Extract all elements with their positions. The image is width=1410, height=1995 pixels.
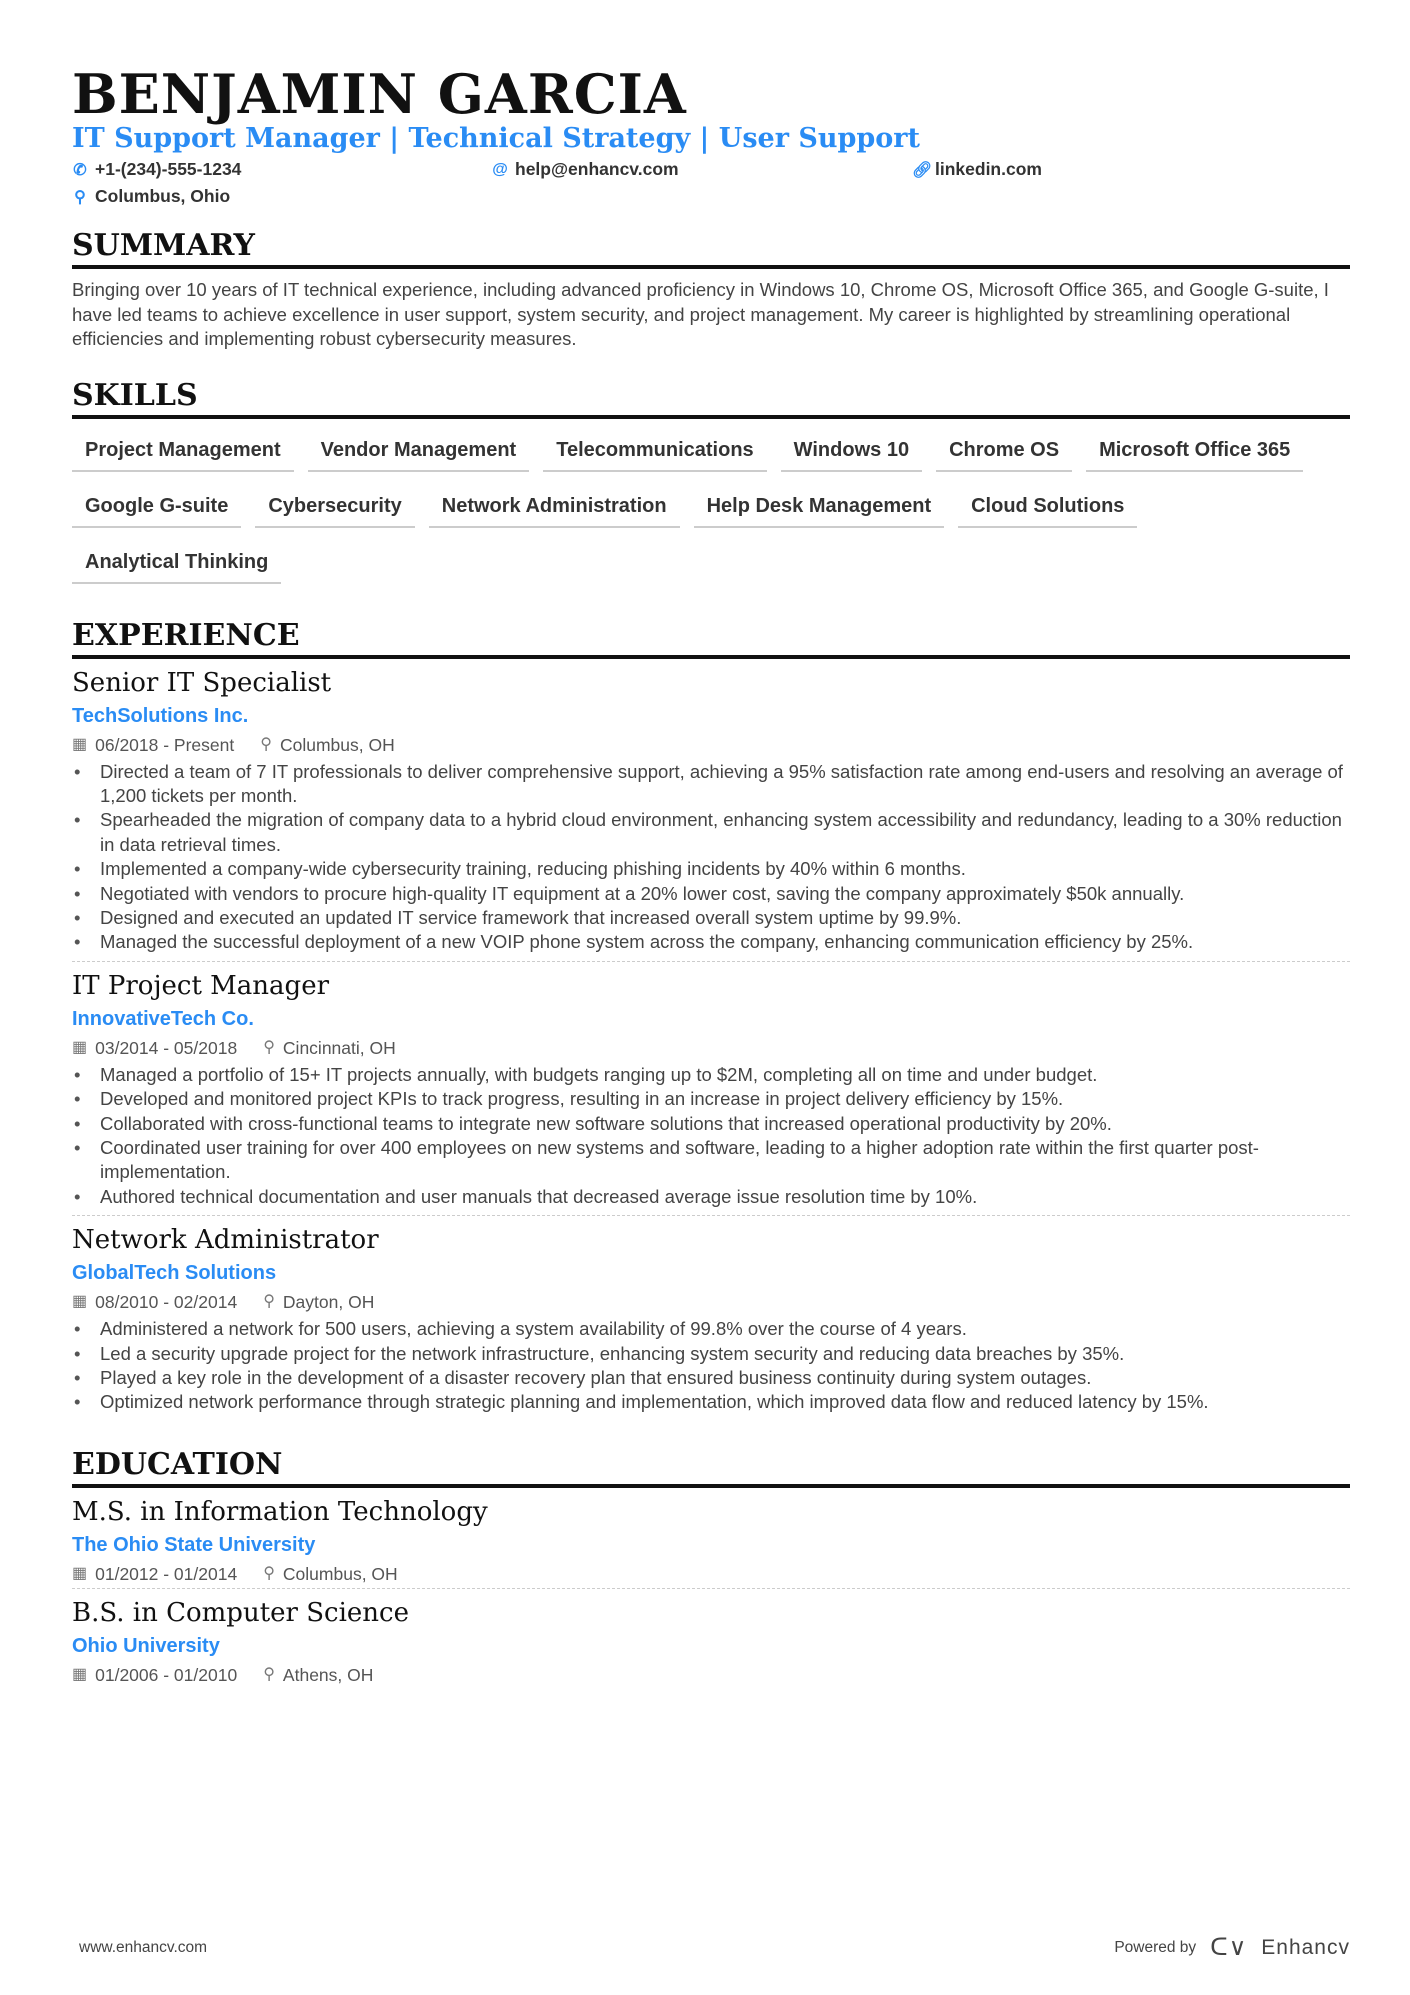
entry-title: Senior IT Specialist — [72, 667, 332, 698]
skill-tag: Analytical Thinking — [72, 543, 281, 584]
bullet-item: • Designed and executed an updated IT service framework that increased overall system uptime by 99.9%. — [72, 906, 1350, 930]
entry-title: Network Administrator — [72, 1225, 379, 1256]
entry-title: IT Project Manager — [72, 970, 330, 1001]
location-pin-icon: ⚲ — [74, 188, 86, 206]
entry-dates: 03/2014 - 05/2018 — [95, 1037, 238, 1058]
location-pin-icon: ⚲ — [263, 1038, 275, 1056]
entry-meta — [72, 1034, 1350, 1062]
skill-tag: Microsoft Office 365 — [1086, 431, 1303, 472]
entry-location: Columbus, OH — [279, 734, 395, 755]
bullet-item: • Coordinated user training for over 400 employees on new systems and software, leading to a higher adoption rate within the first quarter post-implementation. — [72, 1136, 1350, 1185]
entry-meta — [72, 1288, 1350, 1316]
skill-tag: Windows 10 — [781, 431, 922, 472]
resume-page — [72, 0, 1350, 1689]
summary-heading: SUMMARY — [72, 228, 1350, 269]
bullet-item: • Directed a team of 7 IT professionals to deliver comprehensive support, achieving a 95% satisfaction rate among end-users and resolving an average of 1,200 tickets per month. — [72, 760, 1350, 809]
bullet-list — [72, 1063, 1350, 1215]
skill-tag: Help Desk Management — [694, 487, 945, 528]
skills-section — [72, 378, 1350, 599]
entry-meta — [72, 1661, 1350, 1689]
bullet-item: • Managed the successful deployment of a new VOIP phone system across the company, enhancing communication efficiency by 25%. — [72, 930, 1350, 954]
link-icon: 🔗︎ — [912, 161, 933, 179]
entry-location: Columbus, OH — [282, 1563, 398, 1584]
bullet-list — [72, 1317, 1350, 1421]
linkedin-text[interactable]: linkedin.com — [935, 159, 1042, 179]
bullet-item: • Optimized network performance through strategic planning and implementation, which improved data flow and reduced latency by 15%. — [72, 1390, 1350, 1414]
experience-entry — [72, 961, 1350, 1215]
contact-info — [72, 158, 1350, 208]
bullet-list — [72, 760, 1350, 961]
bullet-item: • Collaborated with cross-functional teams to integrate new software solutions that increased operational productivity by 20%. — [72, 1112, 1350, 1136]
candidate-headline: IT Support Manager | Technical Strategy | User Support — [72, 123, 920, 154]
summary-text: Bringing over 10 years of IT technical experience, including advanced proficiency in Windows 10, Chrome OS, Microsoft Office 365, and Google G-suite, I have led teams to achieve excellence in user support, system security, and project management. My career is highlighted by streamlining operational efficiencies and implementing robust cybersecurity measures. — [72, 279, 1329, 349]
experience-entry — [72, 659, 1350, 961]
bullet-item: • Negotiated with vendors to procure high-quality IT equipment at a 20% lower cost, saving the company approximately $50k annually. — [72, 882, 1350, 906]
skill-tag: Vendor Management — [308, 431, 530, 472]
bullet-item: • Authored technical documentation and user manuals that decreased average issue resolution time by 10%. — [72, 1185, 1350, 1209]
brand-name: Enhancv — [1261, 1935, 1350, 1959]
experience-heading: EXPERIENCE — [72, 618, 1350, 659]
powered-by — [1114, 1933, 1350, 1962]
skill-tag: Cloud Solutions — [958, 487, 1137, 528]
entry-organization: The Ohio State University — [72, 1533, 316, 1556]
entry-title: B.S. in Computer Science — [72, 1597, 409, 1628]
entry-organization: TechSolutions Inc. — [72, 704, 249, 727]
powered-by-label: Powered by — [1114, 1938, 1197, 1956]
phone-icon: ✆ — [73, 161, 87, 179]
entry-meta — [72, 1560, 1350, 1588]
bullet-item: • Managed a portfolio of 15+ IT projects annually, with budgets ranging up to $2M, completing all on time and under budget. — [72, 1063, 1350, 1087]
skill-tag: Chrome OS — [936, 431, 1072, 472]
enhancv-logo-icon: ᑕ∨ — [1210, 1934, 1248, 1961]
skill-tag: Google G-suite — [72, 487, 241, 528]
education-entry — [72, 1488, 1350, 1588]
entry-location: Dayton, OH — [282, 1292, 375, 1313]
summary-section — [72, 228, 1350, 352]
experience-section — [72, 618, 1350, 1421]
calendar-icon: ▦ — [72, 1665, 88, 1683]
location-pin-icon: ⚲ — [260, 735, 272, 753]
candidate-name: BENJAMIN GARCIA — [72, 62, 687, 126]
skills-heading: SKILLS — [72, 378, 1350, 419]
entry-dates: 08/2010 - 02/2014 — [95, 1292, 238, 1313]
location-text: Columbus, Ohio — [95, 186, 231, 206]
skill-tag: Cybersecurity — [255, 487, 414, 528]
location-pin-icon: ⚲ — [263, 1293, 275, 1311]
entry-dates: 01/2006 - 01/2010 — [95, 1664, 238, 1685]
entry-organization: Ohio University — [72, 1634, 220, 1657]
skill-tag: Telecommunications — [543, 431, 766, 472]
education-list — [72, 1488, 1350, 1689]
linkedin-contact[interactable] — [912, 158, 1332, 181]
experience-entry — [72, 1215, 1350, 1421]
phone-contact — [72, 158, 492, 181]
email-text[interactable]: help@enhancv.com — [515, 159, 679, 179]
bullet-item: • Administered a network for 500 users, achieving a system availability of 99.8% over the course of 4 years. — [72, 1317, 1350, 1341]
phone-text: +1-(234)-555-1234 — [95, 159, 242, 179]
bullet-item: • Played a key role in the development of a disaster recovery plan that ensured business continuity during system outages. — [72, 1366, 1350, 1390]
entry-location: Athens, OH — [282, 1664, 374, 1685]
bullet-item: • Developed and monitored project KPIs to track progress, resulting in an increase in project delivery efficiency by 15%. — [72, 1087, 1350, 1111]
entry-organization: GlobalTech Solutions — [72, 1262, 277, 1285]
entry-organization: InnovativeTech Co. — [72, 1007, 254, 1030]
bullet-item: • Spearheaded the migration of company data to a hybrid cloud environment, enhancing system accessibility and redundancy, leading to a 30% reduction in data retrieval times. — [72, 808, 1350, 857]
email-contact[interactable] — [492, 158, 912, 181]
calendar-icon: ▦ — [72, 1038, 88, 1056]
experience-list — [72, 659, 1350, 1421]
entry-location: Cincinnati, OH — [282, 1037, 396, 1058]
bullet-item: • Implemented a company-wide cybersecurity training, reducing phishing incidents by 40% within 6 months. — [72, 857, 1350, 881]
skill-tag: Network Administration — [429, 487, 680, 528]
location-contact — [72, 185, 492, 208]
entry-title: M.S. in Information Technology — [72, 1496, 488, 1527]
skill-tag: Project Management — [72, 431, 294, 472]
entry-dates: 06/2018 - Present — [95, 734, 235, 755]
bullet-item: • Led a security upgrade project for the network infrastructure, enhancing system security and reducing data breaches by 35%. — [72, 1342, 1350, 1366]
education-section — [72, 1447, 1350, 1689]
location-pin-icon: ⚲ — [263, 1564, 275, 1582]
calendar-icon: ▦ — [72, 735, 88, 753]
entry-dates: 01/2012 - 01/2014 — [95, 1563, 238, 1584]
entry-meta — [72, 731, 1350, 759]
education-entry — [72, 1588, 1350, 1689]
calendar-icon: ▦ — [72, 1293, 88, 1311]
calendar-icon: ▦ — [72, 1564, 88, 1582]
footer-website[interactable]: www.enhancv.com — [79, 1938, 208, 1956]
skills-list — [72, 431, 1350, 599]
location-pin-icon: ⚲ — [263, 1665, 275, 1683]
footer — [79, 1933, 1350, 1962]
at-icon: @ — [492, 160, 508, 178]
education-heading: EDUCATION — [72, 1447, 1350, 1488]
